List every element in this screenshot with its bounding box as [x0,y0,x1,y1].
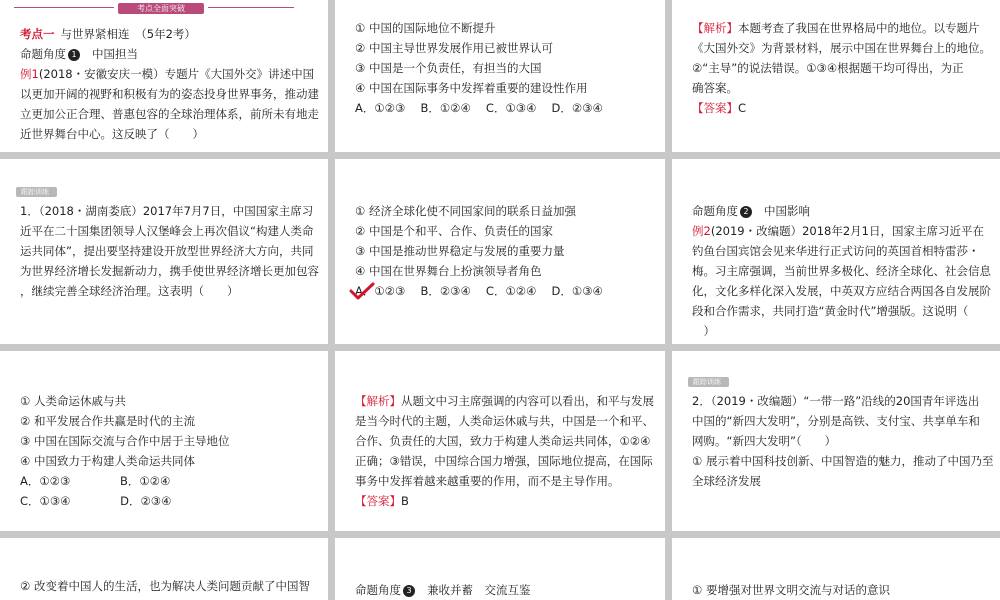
question-line-4: 为世界经济增长发掘新动力，携手使世界经济增长更加包容 [20,264,319,278]
example-line-1: 例1(2018・安徽安庆一模）专题片《大国外交》讲述中国 [20,67,315,81]
option-line-1: ① 要增强对世界文明交流与对话的意识 [692,583,890,597]
banner-line-left [14,7,114,8]
option-line-2: ② 和平发展合作共赢是时代的主流 [20,414,195,428]
angle-number: 2 [740,206,752,218]
slide-panel-8 [335,351,665,531]
option-line-4: ④ 中国在世界舞台上扮演领导者角色 [355,264,542,278]
slide-panel-12 [672,538,1000,600]
question-line-2: 近平在二十国集团领导人汉堡峰会上再次倡议“构建人类命 [20,224,314,238]
example-line-4: 化，文化多样化深入发展，中英双方应结合两国各自发展阶 [692,284,991,298]
slide-panel-2 [335,0,665,152]
option-line-4: ④ 中国致力于构建人类命运共同体 [20,454,195,468]
example-line-1: 例2(2019・改编题）2018年2月1日，国家主席习近平在 [692,224,984,238]
topic-text: 与世界紧相连 （5年2考） [60,27,196,41]
slide-panel-1 [0,0,328,152]
analysis-line-4: 确答案。 [692,81,738,95]
practice-badge: 跟踪训练 [688,377,729,387]
question-line-3: 运共同体”，提出要坚持建设开放型世界经济大方向，共同 [20,244,314,258]
slide-panel-7 [0,351,328,531]
option-line-3: ③ 中国在国际交流与合作中居于主导地位 [20,434,230,448]
slide-panel-3 [672,0,1000,152]
option-line-3: ③ 中国是一个负责任，有担当的大国 [355,61,542,75]
option-line-2: ② 中国主导世界发展作用已被世界认可 [355,41,553,55]
analysis-label: 【解析】 [355,394,401,408]
slide-panel-5 [335,159,665,344]
analysis-line-3: ②“主导”的说法错误。①③④根据题干均可得出，为正 [692,61,964,75]
angle-heading: 命题角度 1 中国担当 [20,47,138,61]
analysis-label: 【解析】 [692,21,738,35]
option-line-4: ④ 中国在国际事务中发挥着重要的建设性作用 [355,81,588,95]
example-label: 例1 [20,67,39,81]
angle-number: 1 [68,49,80,61]
banner-line-right [208,7,294,8]
slide-panel-6 [672,159,1000,344]
analysis-line-4: 正确；③错误，中国综合国力增强，国际地位提高，在国际 [355,454,653,468]
question-line-3: 网购。“新四大发明”（ ） [692,434,837,448]
analysis-line-5: 事务中发挥着越来越重要的作用，而不是主导作用。 [355,474,620,488]
angle-heading: 命题角度 2 中国影响 [692,204,810,218]
section-banner: 考点全面突破 [118,3,204,14]
answer-line [355,491,409,511]
example-line-4: 近世界舞台中心。这反映了（ ） [20,127,204,141]
example-label: 例2 [692,224,711,238]
question-line-1: 1．（2018・湖南娄底）2017年7月7日，中国国家主席习 [20,204,314,218]
option-line-2: ② 改变着中国人的生活，也为解决人类问题贡献了中国智 [20,579,310,593]
choices-line-1: A．①②③ B．①②④ [20,474,171,488]
example-line-2: 钓鱼台国宾馆会见来华进行正式访问的英国首相特雷莎・ [692,244,980,258]
angle-heading: 命题角度 3 兼收并蓄 交流互鉴 [355,583,531,597]
topic-heading [20,24,196,44]
option-line-2: ② 中国是个和平、合作、负责任的国家 [355,224,553,238]
question-line-4: ① 展示着中国科技创新、中国智造的魅力，推动了中国乃至 [692,454,994,468]
slide-panel-11 [335,538,665,600]
analysis-line-3: 合作、负责任的大国，致力于构建人类命运共同体，①②④ [355,434,651,448]
question-line-1: 2．（2019・改编题）“一带一路”沿线的20国青年评选出 [692,394,980,408]
slide-panel-9 [672,351,1000,531]
analysis-line-1: 【解析】本题考查了我国在世界格局中的地位。以专题片 [692,21,980,35]
question-line-5: 全球经济发展 [692,474,761,488]
question-line-2: 中国的“新四大发明”，分别是高铁、支付宝、共享单车和 [692,414,980,428]
angle-number: 3 [403,585,415,597]
slide-panel-10 [0,538,328,600]
analysis-line-2: 《大国外交》为背景材料，展示中国在世界舞台上的地位。 [692,41,991,55]
analysis-line-1: 【解析】从题文中习主席强调的内容可以看出，和平与发展 [355,394,654,408]
topic-label: 考点一 [20,27,55,41]
practice-badge: 跟踪训练 [16,187,57,197]
question-line-5: ，继续完善全球经济治理。这表明（ ） [20,284,239,298]
answer-line [692,98,746,118]
example-line-6: ） [692,324,715,338]
option-line-1: ① 中国的国际地位不断提升 [355,21,496,35]
example-line-3: 立更加公正合理、普惠包容的全球治理体系，前所未有地走 [20,107,319,121]
checkmark-icon [349,281,375,301]
choices-line-2: C．①③④ D．②③④ [20,494,172,508]
slide-panel-4 [0,159,328,344]
choices-line: A．①②③ B．①②④ C．①③④ D．②③④ [355,101,603,115]
answer-label: 【答案】 [355,494,401,508]
example-line-5: 段和合作需求，共同打造“黄金时代”增强版。这说明（ [692,304,969,318]
option-line-1: ① 经济全球化使不同国家间的联系日益加强 [355,204,576,218]
choices-line: A．①②③ B．②③④ C．①②④ D．①③④ [355,284,603,298]
example-line-2: 以更加开阔的视野和积极有为的姿态投身世界事务，推动建 [20,87,319,101]
option-line-1: ① 人类命运休戚与共 [20,394,126,408]
answer-label: 【答案】 [692,101,738,115]
answer-value: B [401,494,409,508]
analysis-line-2: 是当今时代的主题，人类命运休戚与共，中国是一个和平、 [355,414,654,428]
answer-value: C [738,101,747,115]
option-line-3: ③ 中国是推动世界稳定与发展的重要力量 [355,244,565,258]
example-line-3: 梅。习主席强调，当前世界多极化、经济全球化、社会信息 [692,264,991,278]
